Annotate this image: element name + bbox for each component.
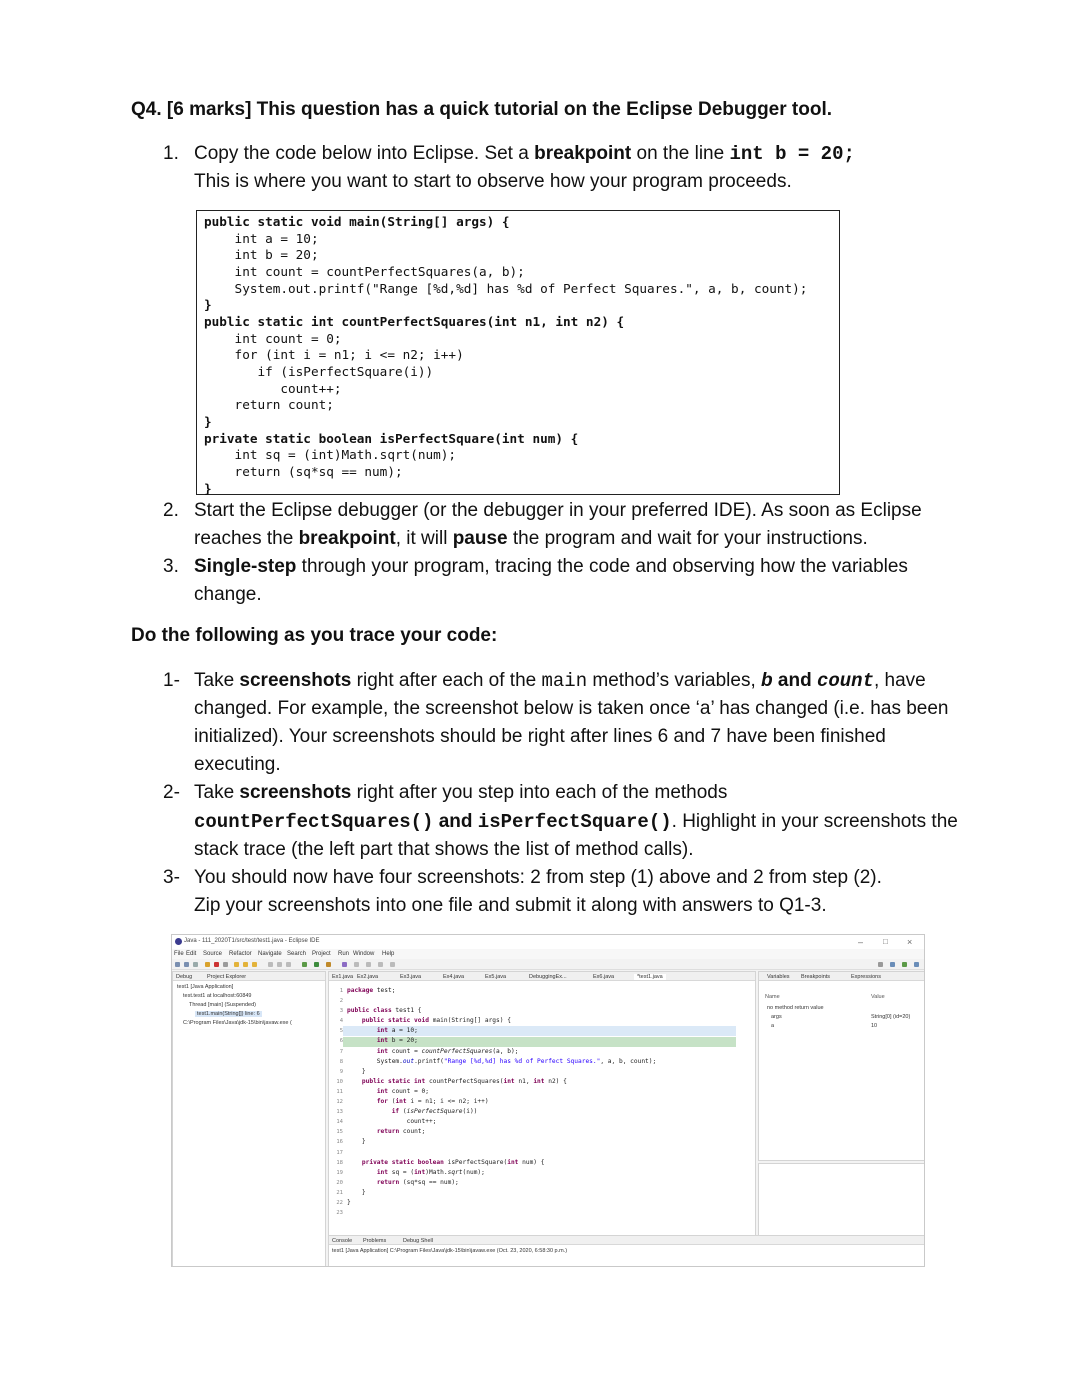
tab-test1[interactable]: *test1.java [634,974,666,980]
eclipse-logo-icon [175,938,182,945]
resume-icon[interactable] [205,962,210,967]
perspective-icon[interactable] [890,962,895,967]
debug-icon[interactable] [302,962,307,967]
trace-1-line-2: changed. For example, the screenshot below is taken once ‘a’ has changed (i.e. has been [194,698,949,719]
trace-2-line-3: stack trace (the left part that shows the list of method calls). [194,839,694,860]
debug-tree-thread[interactable]: Thread [main] (Suspended) [189,1002,256,1008]
code-line: int b = 20; [204,247,319,263]
trace-2-number: 2- [163,782,180,803]
tab-debug[interactable]: Debug [176,974,193,980]
tab-ex6[interactable]: Ex6.java [593,974,615,980]
step-3-number: 3. [163,556,179,577]
trace-1-line-1: Take screenshots right after each of the main method’s variables, b and count, have [194,670,926,692]
run-icon[interactable] [314,962,319,967]
variable-a[interactable]: a [771,1023,775,1029]
search-icon[interactable] [878,962,883,967]
trace-1-line-4: executing. [194,754,281,775]
trace-1-line-3: initialized). Your screenshots should be right after lines 6 and 7 have been finished [194,726,886,747]
question-title: Q4. [6 marks] This question has a quick tutorial on the Eclipse Debugger tool. [131,99,833,120]
ide-window-title: Java - 111_2020T1/src/test/test1.java - Eclipse IDE [184,938,320,944]
external-tools-icon[interactable] [326,962,331,967]
trace-1-number: 1- [163,670,180,691]
step-1-line-2: This is where you want to start to observe how your program proceeds. [194,171,792,192]
tab-debug-shell[interactable]: Debug Shell [403,1238,433,1244]
tab-ex3[interactable]: Ex3.java [400,974,422,980]
step-1-number: 1. [163,143,179,164]
menu-search[interactable]: Search [287,951,307,957]
debug-tree-target[interactable]: test.test1 at localhost:60849 [183,993,252,999]
toolbar-icon[interactable] [390,962,395,967]
ide-menu-bar [172,949,925,959]
print-icon[interactable] [193,962,198,967]
java-perspective-icon[interactable] [914,962,919,967]
menu-project[interactable]: Project [312,951,331,957]
tab-breakpoints[interactable]: Breakpoints [801,974,831,980]
toolbar-icon[interactable] [268,962,273,967]
variable-a-value: 10 [871,1023,878,1029]
eclipse-screenshot [171,934,925,1267]
tab-ex2[interactable]: Ex2.java [357,974,379,980]
maximize-icon[interactable]: □ [883,937,888,946]
trace-2-line-2: countPerfectSquares() and isPerfectSquare(). Highlight in your screenshots the [194,811,958,833]
new-class-icon[interactable] [342,962,347,967]
step-3-line-1: Single-step through your program, tracing the code and observing how the variables [194,556,908,577]
disconnect-icon[interactable] [223,962,228,967]
trace-2-line-1: Take screenshots right after you step into each of the methods [194,782,728,803]
step-into-icon[interactable] [234,962,239,967]
tab-variables[interactable]: Variables [767,974,790,980]
tab-debuggingex[interactable]: DebuggingEx... [529,974,567,980]
console-output: test1 [Java Application] C:\Program Files\Java\jdk-15\bin\javaw.exe (Oct. 23, 2020, 6:58:30 p.m.) [332,1248,568,1254]
code-text [204,214,807,497]
toolbar-icon[interactable] [277,962,282,967]
ide-toolbar [172,959,925,970]
console-tab-row [329,1236,925,1245]
tab-ex4[interactable]: Ex4.java [443,974,465,980]
step-3-line-2: change. [194,584,262,605]
line-number-gutter: 1 2 3 4 5 6 7 8 9 10 11 12 13 14 15 16 17 18 19 20 21 22 23 [336,988,343,1217]
toolbar-icon[interactable] [378,962,383,967]
tab-project-explorer[interactable]: Project Explorer [207,974,247,980]
tab-ex1[interactable]: Ex1.java [332,974,354,980]
editor-tab-row [329,972,755,981]
variables-value-header: Value [871,994,885,1000]
code-line: private static boolean isPerfectSquare(int num) { [204,430,579,446]
ide-title-bar [172,935,925,949]
variable-args-value: String[0] (id=20) [871,1014,911,1020]
editor-code[interactable]: package test; public class test1 { public static void main(String[] args) { int a = 10; int b = 20; int count = countPerfectSquares(a, b); System.out.printf("Range [%d,%d] has %d of Perfect Squares.", a, b, count); } public static int countPerfectSquares(int n1, int n2) { int count = 0; for (int i = n1; i <= n2; i++) if (isPerfectSquare(i)) count++; return count; } private static boolean isPerfectSquare(int num) { int sq = (int)Math.sqrt(num); return (sq*sq == num); } } [347,987,657,1206]
step-1-line-1: Copy the code below into Eclipse. Set a breakpoint on the line int b = 20; [194,143,855,165]
menu-window[interactable]: Window [353,951,375,957]
code-line: return count; [204,397,334,413]
variables-tab-row [759,972,925,981]
trace-3-line-2: Zip your screenshots into one file and submit it along with answers to Q1-3. [194,895,827,916]
trace-3-line-1: You should now have four screenshots: 2 from step (1) above and 2 from step (2). [194,867,882,888]
tab-ex5[interactable]: Ex5.java [485,974,507,980]
trace-3-number: 3- [163,867,180,888]
variable-return[interactable]: no method return value [767,1005,824,1011]
menu-run[interactable]: Run [338,951,350,957]
code-line: } [204,297,212,313]
console-pane [328,1235,925,1267]
code-line: if (isPerfectSquare(i)) [204,363,434,379]
menu-edit[interactable]: Edit [186,951,197,957]
debug-tree-launch[interactable]: test1 [Java Application] [177,984,234,990]
step-over-icon[interactable] [243,962,248,967]
code-listing [196,210,840,495]
tab-console[interactable]: Console [332,1238,353,1244]
code-line: public static int countPerfectSquares(int n1, int n2) { [204,313,625,329]
new-icon[interactable] [175,962,180,967]
trace-heading: Do the following as you trace your code: [131,625,498,646]
minimize-icon[interactable]: – [858,937,864,947]
menu-file[interactable]: File [174,951,184,957]
menu-navigate[interactable]: Navigate [258,951,282,957]
step-return-icon[interactable] [252,962,257,967]
code-line: for (int i = n1; i <= n2; i++) [204,347,464,363]
close-icon[interactable]: × [907,937,913,947]
save-icon[interactable] [184,962,189,967]
menu-help[interactable]: Help [382,951,395,957]
editor-pane [328,971,756,1267]
code-line: int sq = (int)Math.sqrt(num); [204,447,457,463]
debug-tree-stack-frame[interactable]: test1.main(String[]) line: 6 [197,1011,260,1017]
terminate-icon[interactable] [214,962,219,967]
toolbar-icon[interactable] [286,962,291,967]
code-line: int a = 10; [204,230,319,246]
debug-pane [172,971,326,1267]
toolbar-icon[interactable] [354,962,359,967]
debug-tab-row [173,972,325,981]
debug-perspective-icon[interactable] [902,962,907,967]
menu-refactor[interactable]: Refactor [229,951,252,957]
debug-tree-process[interactable]: C:\Program Files\Java\jdk-15\bin\javaw.exe ( [183,1020,292,1026]
tab-problems[interactable]: Problems [363,1238,387,1244]
code-line: public static void main(String[] args) { [204,214,510,229]
variables-name-header: Name [765,994,780,1000]
code-line: return (sq*sq == num); [204,463,403,479]
variable-args[interactable]: args [771,1014,782,1020]
step-2-number: 2. [163,500,179,521]
toolbar-icon[interactable] [366,962,371,967]
step-2-line-2: reaches the breakpoint, it will pause the program and wait for your instructions. [194,528,868,549]
code-line: int count = countPerfectSquares(a, b); [204,263,525,279]
code-line: count++; [204,380,342,396]
menu-source[interactable]: Source [203,951,223,957]
code-line: } [204,480,212,496]
variables-pane [758,971,925,1161]
code-line: System.out.printf("Range [%d,%d] has %d of Perfect Squares.", a, b, count); [204,280,808,296]
code-line: int count = 0; [204,330,342,346]
tab-expressions[interactable]: Expressions [851,974,881,980]
code-line: } [204,413,212,429]
step-2-line-1: Start the Eclipse debugger (or the debugger in your preferred IDE). As soon as Eclipse [194,500,922,521]
